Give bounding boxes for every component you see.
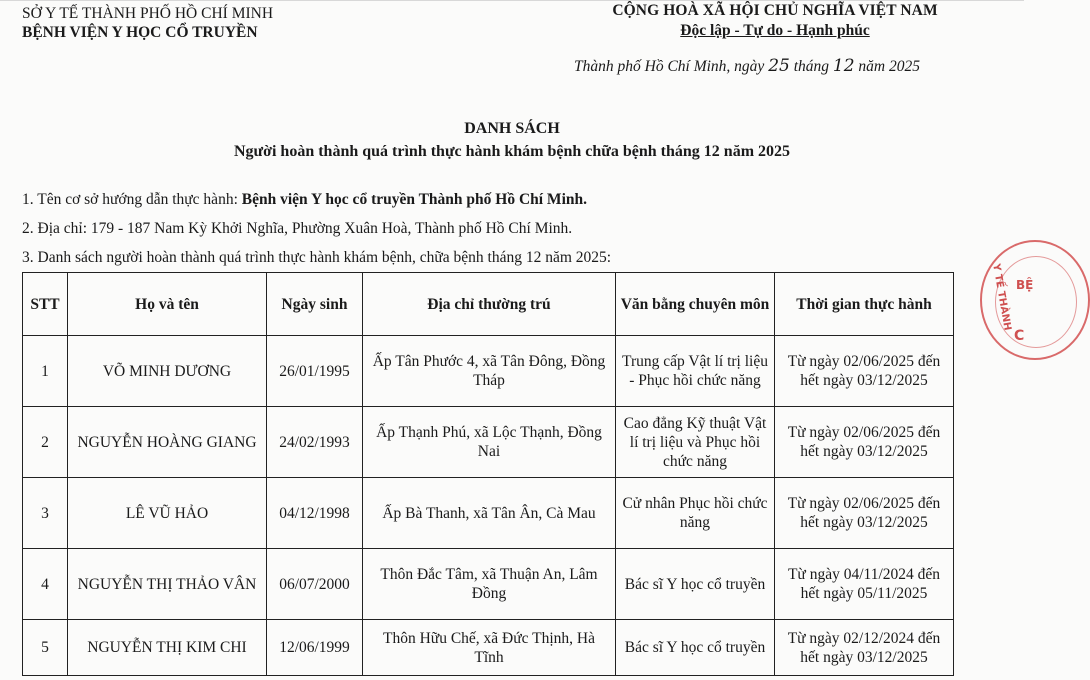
cell-name: NGUYỄN HOÀNG GIANG (68, 407, 267, 478)
official-seal-text: Y TẾ THÀNH (990, 263, 1013, 332)
cell-period: Từ ngày 02/06/2025 đến hết ngày 03/12/2025 (775, 407, 954, 478)
cell-name: NGUYỄN THỊ THẢO VÂN (68, 549, 267, 620)
cell-address: Ấp Thạnh Phú, xã Lộc Thạnh, Đồng Nai (363, 407, 616, 478)
facility-value: Bệnh viện Y học cổ truyền Thành phố Hồ Chí Minh. (241, 191, 587, 208)
cell-period: Từ ngày 04/11/2024 đến hết ngày 05/11/2025 (775, 549, 954, 620)
table-header-row (23, 273, 954, 336)
cell-address: Thôn Hữu Chế, xã Đức Thịnh, Hà Tĩnh (363, 620, 616, 676)
col-header-degree: Văn bằng chuyên môn (616, 273, 775, 336)
cell-name: VÕ MINH DƯƠNG (68, 336, 267, 407)
cell-period: Từ ngày 02/12/2024 đến hết ngày 03/12/2025 (775, 620, 954, 676)
info-line-facility (22, 191, 587, 209)
cell-degree: Bác sĩ Y học cổ truyền (616, 620, 775, 676)
table-row (23, 336, 954, 407)
issuing-agency-block (22, 4, 273, 42)
cell-degree: Cao đẳng Kỹ thuật Vật lí trị liệu và Phục hồi chức năng (616, 407, 775, 478)
col-header-dob: Ngày sinh (267, 273, 363, 336)
cell-dob: 24/02/1993 (267, 407, 363, 478)
cell-stt: 1 (23, 336, 68, 407)
hospital-name: BỆNH VIỆN Y HỌC CỔ TRUYỀN (22, 24, 258, 41)
info-line-list-intro: 3. Danh sách người hoàn thành quá trình thực hành khám bệnh, chữa bệnh tháng 12 năm 2025: (22, 249, 612, 266)
cell-name: NGUYỄN THỊ KIM CHI (68, 620, 267, 676)
agency-name: SỞ Y TẾ THÀNH PHỐ HỒ CHÍ MINH (22, 5, 274, 22)
cell-address: Ấp Bà Thanh, xã Tân Ân, Cà Mau (363, 478, 616, 549)
col-header-name: Họ và tên (68, 273, 267, 336)
cell-address: Ấp Tân Phước 4, xã Tân Đông, Đồng Tháp (363, 336, 616, 407)
facility-label: 1. Tên cơ sở hướng dẫn thực hành: (22, 191, 242, 208)
cell-period: Từ ngày 02/06/2025 đến hết ngày 03/12/2025 (775, 336, 954, 407)
national-motto: Độc lập - Tự do - Hạnh phúc (680, 22, 870, 39)
cell-period: Từ ngày 02/06/2025 đến hết ngày 03/12/2025 (775, 478, 954, 549)
cell-stt: 4 (23, 549, 68, 620)
date-day: 25 (768, 56, 790, 76)
document-date (574, 56, 920, 76)
cell-degree: Cử nhân Phục hồi chức năng (616, 478, 775, 549)
col-header-period: Thời gian thực hành (775, 273, 954, 336)
cell-stt: 5 (23, 620, 68, 676)
national-header-block (555, 1, 995, 41)
table-row (23, 620, 954, 676)
cell-degree: Bác sĩ Y học cổ truyền (616, 549, 775, 620)
table-row (23, 478, 954, 549)
cell-stt: 2 (23, 407, 68, 478)
country-name: CỘNG HOÀ XÃ HỘI CHỦ NGHĨA VIỆT NAM (612, 2, 938, 19)
col-header-address: Địa chỉ thường trú (363, 273, 616, 336)
col-header-stt: STT (23, 273, 68, 336)
document-subtitle: Người hoàn thành quá trình thực hành khám bệnh chữa bệnh tháng 12 năm 2025 (233, 143, 791, 160)
cell-dob: 26/01/1995 (267, 336, 363, 407)
date-prefix: Thành phố Hồ Chí Minh, ngày (574, 58, 765, 75)
info-line-address: 2. Địa chỉ: 179 - 187 Nam Kỳ Khởi Nghĩa, Phường Xuân Hoà, Thành phố Hồ Chí Minh. (22, 220, 573, 237)
date-year: năm 2025 (858, 58, 920, 75)
table-row (23, 407, 954, 478)
cell-degree: Trung cấp Vật lí trị liệu - Phục hồi chức năng (616, 336, 775, 407)
table-row (23, 549, 954, 620)
cell-dob: 04/12/1998 (267, 478, 363, 549)
cell-dob: 12/06/1999 (267, 620, 363, 676)
official-seal-text-2: BỆ (1016, 278, 1034, 292)
date-month: 12 (832, 56, 855, 76)
cell-address: Thôn Đắc Tâm, xã Thuận An, Lâm Đồng (363, 549, 616, 620)
document-title: DANH SÁCH (464, 120, 560, 137)
cell-dob: 06/07/2000 (267, 549, 363, 620)
date-month-label: tháng (793, 58, 830, 75)
official-seal-letter: C (1014, 328, 1025, 344)
practitioner-table (22, 272, 954, 676)
cell-stt: 3 (23, 478, 68, 549)
cell-name: LÊ VŨ HẢO (68, 478, 267, 549)
